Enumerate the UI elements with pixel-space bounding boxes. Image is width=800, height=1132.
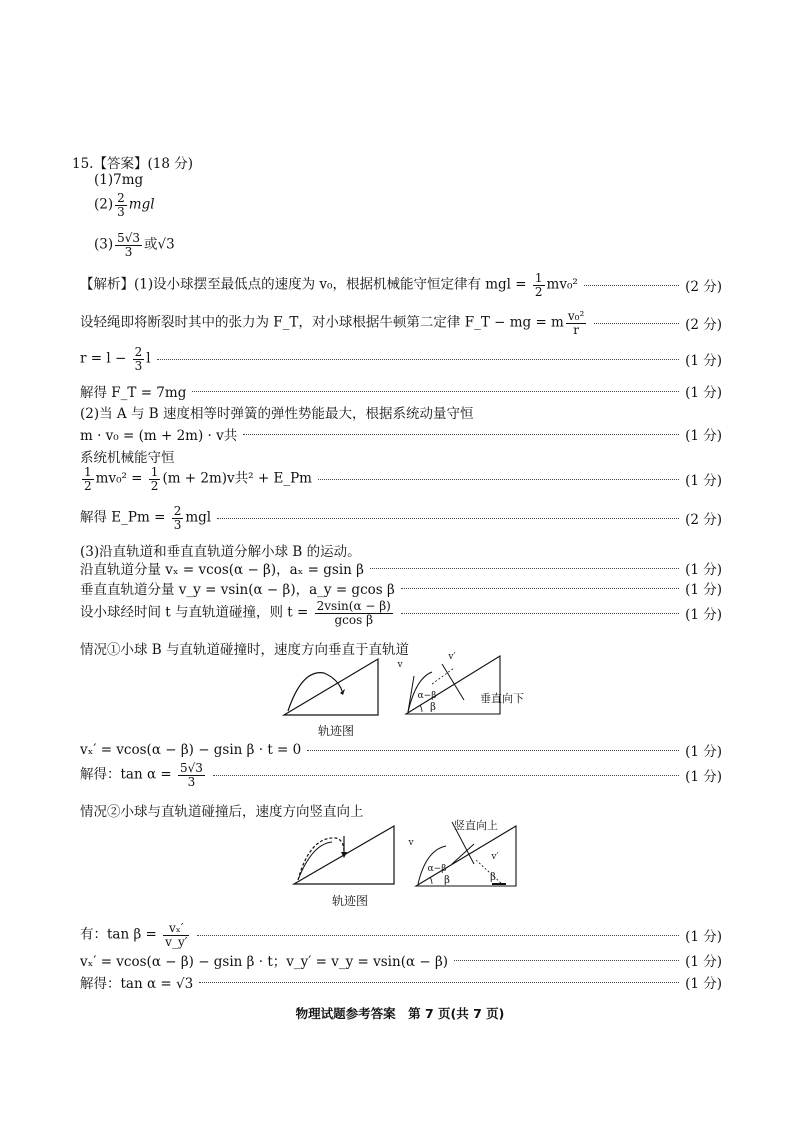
trajectory-figure-1 <box>282 655 382 719</box>
label-beta: β <box>490 872 496 883</box>
trajectory-figure-2 <box>292 822 402 888</box>
page-footer: 物理试题参考答案 第 7 页(共 7 页) <box>295 1006 505 1021</box>
label-v-prime: v′ <box>448 652 456 662</box>
solution-line: r = l − $\frac{2}{3}$ l (1 分) <box>80 345 722 373</box>
figure-caption: 轨迹图 <box>331 894 368 908</box>
solution-line: $\frac{1}{2}$ mv₀² = $\frac{1}{2}$ (m + 2m)v共² + E_Pm (1 分) <box>84 465 722 493</box>
solution-line: 垂直直轨道分量 v_y = vsin(α − β)，a_y = gcos β (1 分) <box>80 582 722 598</box>
solution-line: (2)当 A 与 B 速度相等时弹簧的弹性势能最大，根据系统动量守恒 <box>80 406 474 422</box>
label-v: v <box>408 838 414 848</box>
solution-line: (3)沿直轨道和垂直直轨道分解小球 B 的运动。 <box>80 544 361 560</box>
label-v-prime: v′ <box>491 852 499 862</box>
solution-line: 【解析】(1)设小球摆至最低点的速度为 v₀，根据机械能守恒定律有 mgl = $\frac{1}{2}$ mv₀² (2 分) <box>80 271 722 299</box>
label-alpha-minus-beta: α−β <box>417 691 437 701</box>
solution-line: 解得 F_T = 7mg (1 分) <box>80 385 722 401</box>
answer-1: (1)7mg <box>94 172 144 188</box>
solution-line: 有：tan β = $\frac{\text{vₓ′}}{v\_y'}$ (1 分) <box>80 921 722 949</box>
label-beta: β <box>430 702 436 713</box>
solution-line: 设轻绳即将断裂时其中的张力为 F_T，对小球根据牛顿第二定律 F_T − mg = m $\frac{\text{v₀²}}{r}$ (2 分) <box>80 309 722 337</box>
label-beta: β <box>444 875 450 886</box>
solution-line: 情况①小球 B 与直轨道碰撞时，速度方向垂直于直轨道 <box>80 642 410 658</box>
solution-line: vₓ′ = vcos(α − β) − gsin β · t = 0 (1 分) <box>80 742 722 760</box>
answer-2: (2) $\frac{2}{3}$ mgl <box>94 191 155 219</box>
solution-line: 解得 E_Pm = $\frac{2}{3}$ mgl (2 分) <box>80 504 722 532</box>
label-vertical-up: 竖直向上 <box>454 819 498 832</box>
solution-line: m · v₀ = (m + 2m) · v共 (1 分) <box>80 428 722 444</box>
solution-line: 系统机械能守恒 <box>80 450 175 466</box>
solution-line: 解得：tan α = $\frac{5√3}{3}$ (1 分) <box>80 761 722 789</box>
figure-caption: 轨迹图 <box>317 724 354 738</box>
solution-line: 情况②小球与直轨道碰撞后，速度方向竖直向上 <box>80 804 364 820</box>
label-v: v <box>397 660 403 670</box>
label-vertical-down: 垂直向下 <box>480 692 524 705</box>
question-title: 15.【答案】(18 分) <box>72 156 193 172</box>
solution-line: 沿直轨道分量 vₓ = vcos(α − β)，aₓ = gsin β (1 分) <box>80 562 722 578</box>
solution-line: 解得：tan α = √3 (1 分) <box>80 976 722 992</box>
solution-line: vₓ′ = vcos(α − β) − gsin β · t；v_y′ = v_y = vsin(α − β) (1 分) <box>80 954 722 970</box>
solution-line: 设小球经时间 t 与直轨道碰撞，则 t = $\frac{2vsin(\alpha - \beta)}{\text{gcos β}}$ (1 分) <box>80 599 722 627</box>
answer-3: (3) $\frac{5√3}{3}$ 或√3 <box>94 231 175 259</box>
label-alpha-minus-beta: α−β <box>427 864 447 874</box>
